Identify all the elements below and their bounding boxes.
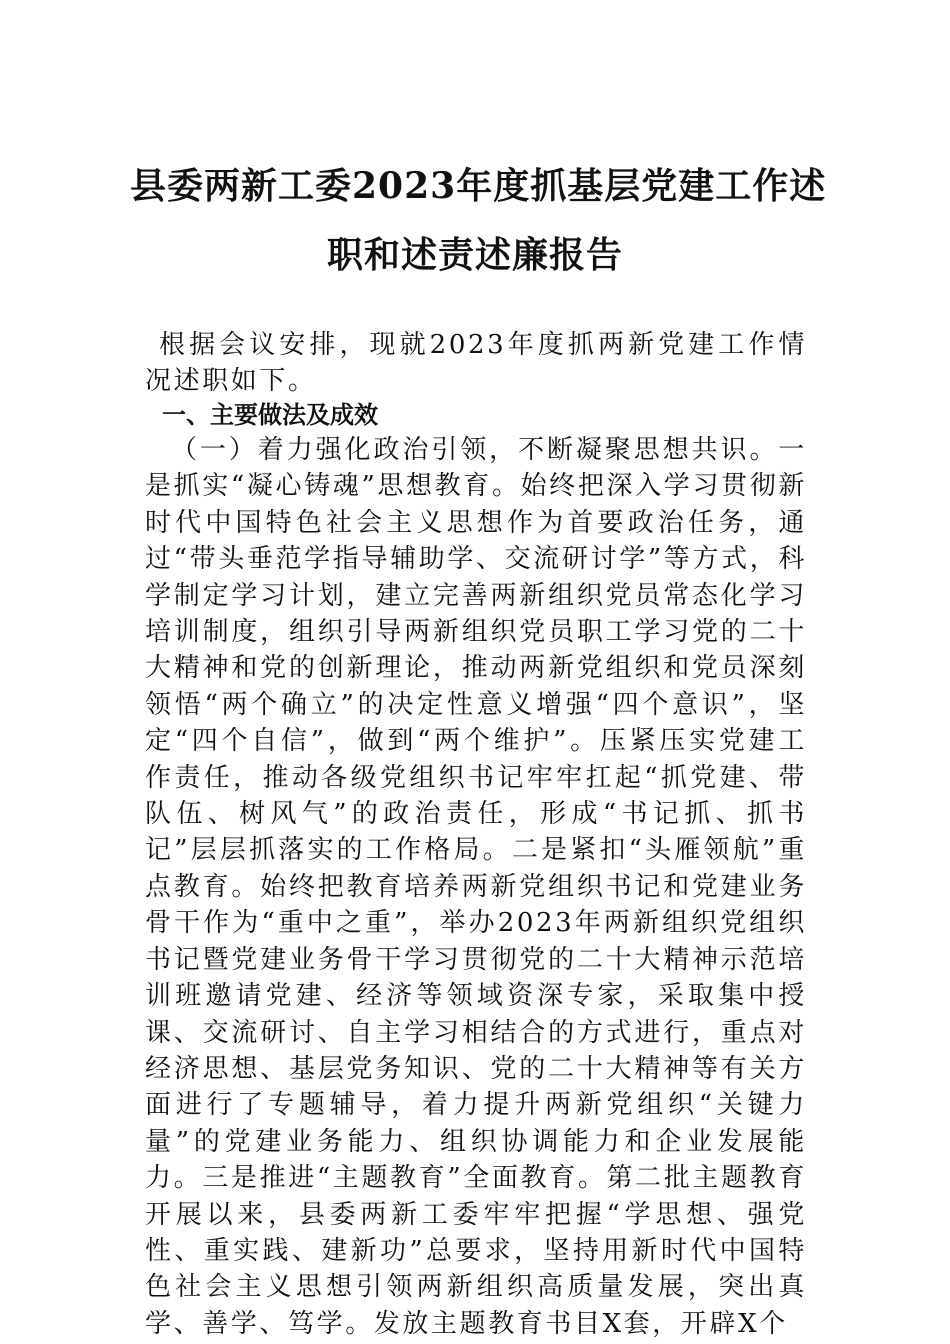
document-title-line-1: 县委两新工委2023年度抓基层党建工作述	[130, 165, 827, 207]
section-heading-1: 一、主要做法及成效	[162, 401, 378, 429]
document-title-line-2: 职和述责述廉报告	[326, 234, 623, 276]
intro-paragraph: 根据会议安排，现就2023年度抓两新党建工作情况述职如下。	[145, 330, 807, 397]
section-1-paragraph: （一）着力强化政治引领，不断凝聚思想共识。一是抓实“凝心铸魂”思想教育。始终把深入学习贯彻新时代中国特色社会主义思想作为首要政治任务，通过“带头垂范学指导辅助学、交流研讨学”等方式，科学制定学习计划，建立完善两新组织党员常态化学习培训制度，组织引导两新组织党员职工学习党的二十大精神和党的创新理论，推动两新党组织和党员深刻领悟“两个确立”的决定性意义增强“四个意识”，坚定“四个自信”，做到“两个维护”。压紧压实党建工作责任，推动各级党组织书记牢牢扛起“抓党建、带队伍、树风气”的政治责任，形成“书记抓、抓书记”层层抓落实的工作格局。二是紧扣“头雁领航”重点教育。始终把教育培养两新党组织书记和党建业务骨干作为“重中之重”，举办2023年两新组织党组织书记暨党建业务骨干学习贯彻党的二十大精神示范培训班邀请党建、经济等领域资深专家，采取集中授课、交流研讨、自主学习相结合的方式进行，重点对经济思想、基层党务知识、党的二十大精神等有关方面进行了专题辅导，着力提升两新党组织“关键力量”的党建业务能力、组织协调能力和企业发展能力。三是推进“主题教育”全面教育。第二批主题教育开展以来，县委两新工委牢牢把握“学思想、强党性、重实践、建新功”总要求，坚持用新时代中国特色社会主义思想引领两新组织高质量发展，突出真学、善学、笃学。发放主题教育书目X套，开辟X个	[145, 435, 807, 1339]
